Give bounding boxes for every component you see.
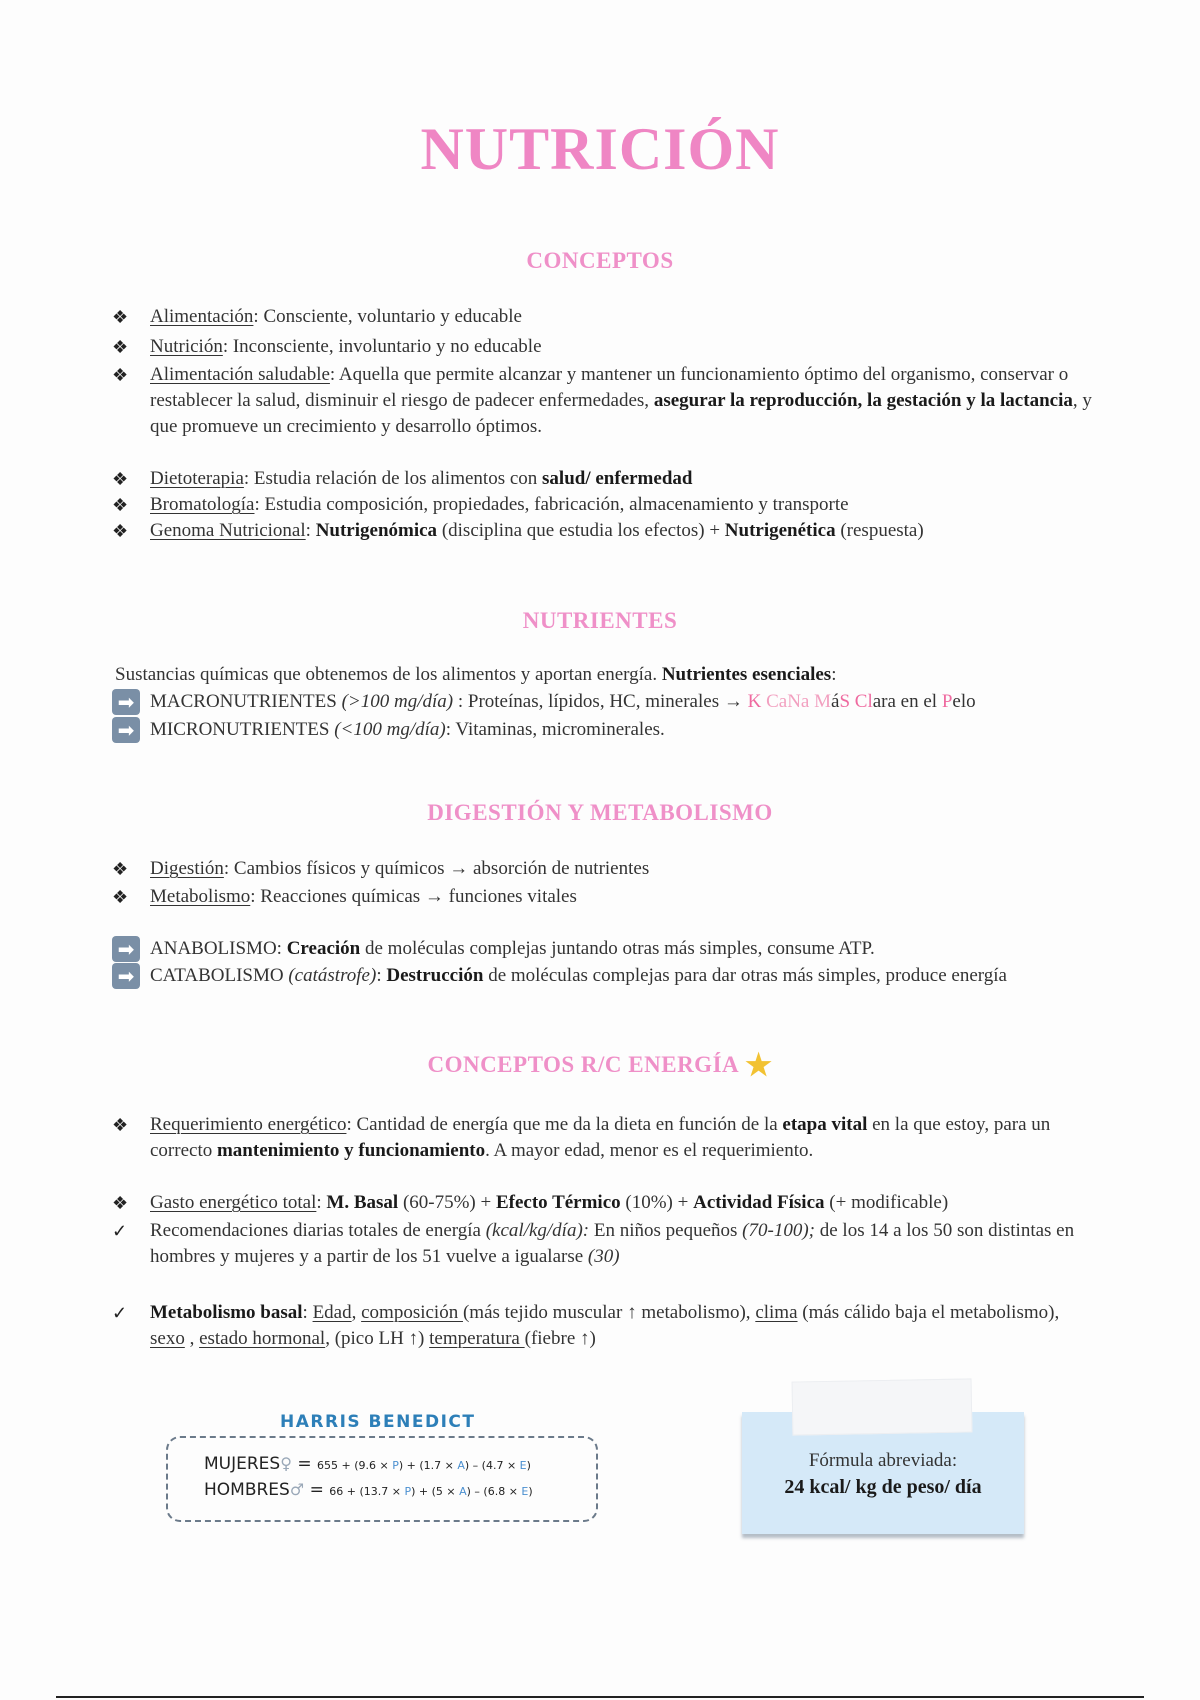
harris-row-hombres: HOMBRES♂ = 66 + (13.7 × P) + (5 × A) – (6.8 × E) (204, 1480, 533, 1500)
star-icon: ★ (745, 1049, 773, 1082)
right-arrow-icon: ➡ (112, 936, 140, 962)
list-item: ❖ Genoma Nutricional: Nutrigenómica (disciplina que estudia los efectos) + Nutrigenética (respuesta) (112, 518, 1092, 544)
nutrientes-intro: Sustancias químicas que obtenemos de los alimentos y aportan energía. Nutrientes esenciales: (115, 664, 837, 685)
list-item: ➡ MACRONUTRIENTES (>100 mg/día) : Proteínas, lípidos, HC, minerales → K CaNa MáS Clara en el Pelo (112, 689, 1092, 715)
diamond-bullet-icon: ❖ (112, 469, 129, 489)
list-item: ❖ Alimentación saludable: Aquella que permite alcanzar y mantener un funcionamiento óptimo del organismo, conservar o restablecer la salud, disminuir el riesgo de padecer enfermedades, asegurar la reproducción, la gestación y la lactancia, y que promueve un crecimiento y desarrollo óptimos. (112, 364, 1092, 437)
list-item: ✓ Metabolismo basal: Edad, composición (más tejido muscular ↑ metabolismo), clima (más cálido baja el metabolismo), sexo , estado hormonal, (pico LH ↑) temperatura (fiebre ↑) (112, 1302, 1060, 1349)
diamond-bullet-icon: ❖ (112, 521, 129, 541)
list-item: ❖ Alimentación: Consciente, voluntario y educable (112, 304, 1092, 330)
diamond-bullet-icon: ❖ (112, 859, 129, 879)
section-heading-nutrientes: NUTRIENTES (522, 608, 678, 633)
section-heading-energia: CONCEPTOS R/C ENERGÍA ★ (427, 1049, 773, 1082)
harris-benedict-title: HARRIS BENEDICT (280, 1412, 476, 1432)
list-item: ❖ Bromatología: Estudia composición, propiedades, fabricación, almacenamiento y transporte (112, 492, 1092, 518)
checkmark-icon: ✓ (112, 1303, 128, 1323)
diamond-bullet-icon: ❖ (112, 307, 129, 327)
list-item: ➡ CATABOLISMO (catástrofe): Destrucción de moléculas complejas para dar otras más simples, produce energía (112, 963, 1092, 989)
diamond-bullet-icon: ❖ (112, 495, 129, 515)
section-heading-digestion: DIGESTIÓN Y METABOLISMO (427, 800, 773, 825)
tape-strip (792, 1378, 973, 1435)
diamond-bullet-icon: ❖ (112, 337, 129, 357)
right-arrow-icon: ➡ (112, 717, 140, 743)
page-title: NUTRICIÓN (420, 116, 780, 182)
list-item: ➡ ANABOLISMO: Creación de moléculas complejas juntando otras más simples, consume ATP. (112, 936, 1092, 962)
harris-benedict-box (166, 1436, 598, 1522)
list-item: ❖ Metabolismo: Reacciones químicas → funciones vitales (112, 884, 1092, 910)
note-line-2: 24 kcal/ kg de peso/ día (784, 1476, 982, 1498)
diamond-bullet-icon: ❖ (112, 365, 129, 385)
harris-row-mujeres: MUJERES♀ = 655 + (9.6 × P) + (1.7 × A) – (4.7 × E) (204, 1454, 531, 1474)
list-item: ❖ Dietoterapia: Estudia relación de los alimentos con salud/ enfermedad (112, 466, 1092, 492)
list-item: ❖ Nutrición: Inconsciente, involuntario y no educable (112, 334, 1092, 360)
list-item: ❖ Digestión: Cambios físicos y químicos → absorción de nutrientes (112, 856, 1092, 882)
list-item: ✓ Recomendaciones diarias totales de energía (kcal/kg/día): En niños pequeños (70-100); de los 14 a los 50 son distintas en hombres y mujeres y a partir de los 51 vuelve a igualarse (30) (112, 1220, 1075, 1267)
diamond-bullet-icon: ❖ (112, 887, 129, 907)
right-arrow-icon: ➡ (112, 689, 140, 715)
section-heading-conceptos: CONCEPTOS (526, 248, 674, 273)
note-line-1: Fórmula abreviada: (808, 1450, 958, 1471)
diamond-bullet-icon: ❖ (112, 1193, 129, 1213)
list-item: ➡ MICRONUTRIENTES (<100 mg/día): Vitaminas, microminerales. (112, 717, 1092, 743)
diamond-bullet-icon: ❖ (112, 1115, 129, 1135)
checkmark-icon: ✓ (112, 1221, 128, 1241)
list-item: ❖ Requerimiento energético: Cantidad de energía que me da la dieta en función de la etapa vital en la que estoy, para un correcto mantenimiento y funcionamiento. A mayor edad, menor es el requerimiento. (112, 1114, 1051, 1161)
list-item: ❖ Gasto energético total: M. Basal (60-75%) + Efecto Térmico (10%) + Actividad Física (+ modificable) (112, 1190, 1092, 1216)
right-arrow-icon: ➡ (112, 963, 140, 989)
footer-divider (56, 1696, 1144, 1698)
